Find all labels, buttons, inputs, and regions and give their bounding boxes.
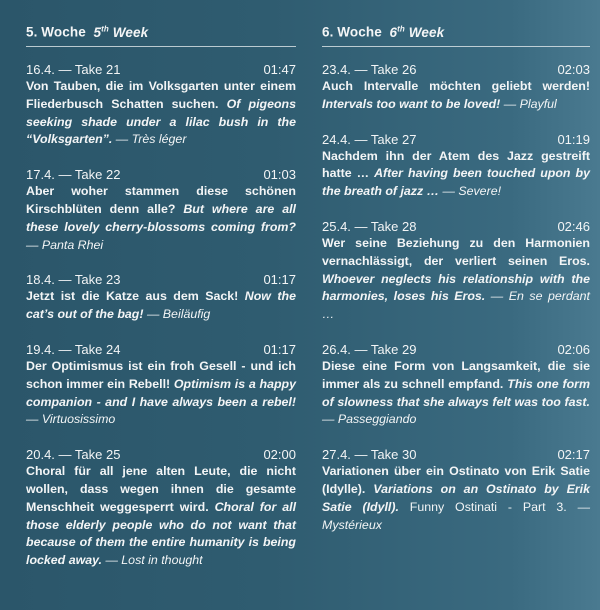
take-28-date: 25.4. — Take 28 [322,218,417,234]
take-21-tempo: — Très léger [115,132,187,147]
take-28-text [322,235,590,324]
take-27-header [322,131,590,148]
take-30-en: Variations on an Ostinato by Erik Satie (Idyll). [322,481,590,514]
week-6-title-en [390,25,445,40]
take-21-header [26,61,296,78]
take-27-entry [322,131,590,201]
take-23-text [26,288,296,324]
take-21-text [26,78,296,149]
take-25-text [26,463,296,570]
take-27-de: Nachdem ihn der Atem des Jazz gestreift hatte … [322,148,590,181]
take-23-de: Jetzt ist die Katze aus dem Sack! [26,289,239,304]
take-26-tempo: — Playful [503,96,557,111]
take-22-en: But where are all these lovely cherry-blossoms coming from? [26,201,296,234]
week-5-column [26,18,296,587]
week-6-title-de: 6. Woche [322,24,382,40]
week-5-word: Week [112,24,149,40]
take-30-subtitle: Funny Ostinati - Part 3. [409,499,567,514]
take-24-de: Der Optimismus ist ein froh Gesell - und ich schon immer ein Rebell! [26,358,296,391]
take-26-date: 23.4. — Take 26 [322,62,417,77]
take-22-tempo: — Panta Rhei [26,237,104,252]
take-21-en: Of pigeons seeking shade under a lilac bush in the “Volksgarten”. [26,96,296,147]
take-23-en: Now the cat’s out of the bag! [26,289,296,322]
take-27-en: After having been touched upon by the breath of jazz … [322,166,590,199]
take-30-tempo: — Mystérieux [322,499,590,532]
take-24-header [26,341,296,358]
take-22-text [26,183,296,254]
take-29-time: 02:06 [557,341,590,357]
take-24-date: 19.4. — Take 24 [26,341,121,357]
take-26-time: 02:03 [557,62,590,77]
week-5-num: 5 [93,24,102,40]
week-5-title-de: 5. Woche [26,24,86,40]
take-29-header [322,341,590,358]
take-29-tempo: — Passeggiando [322,412,417,427]
take-28-en: Whoever neglects his relationship with the harmonies, loses his Eros. [322,271,590,304]
take-29-text [322,358,590,429]
week-5-heading [26,18,296,40]
take-25-en: Choral for all those elderly people who do not want that because of them the entire humanity is being locked away. [26,499,297,568]
take-21-de: Von Tauben, die im Volksgarten unter einem Fliederbusch Schatten suchen. [26,79,296,111]
take-24-time: 01:17 [263,341,296,357]
take-22-de: Aber woher stammen diese schönen Kirschblüten denn alle? [26,184,296,216]
week-6-divider [322,46,590,47]
take-29-entry [322,341,590,429]
week-6-word: Week [408,24,445,40]
take-26-header [322,61,590,78]
take-30-entry [322,446,590,534]
week-6-num: 6 [389,24,398,40]
take-30-text [322,463,590,534]
take-23-time: 01:17 [263,272,296,288]
take-21-time: 01:47 [263,62,296,77]
take-25-entry [26,446,296,570]
take-22-time: 01:03 [263,167,296,183]
take-28-header [322,218,590,235]
week-6-heading [322,18,590,40]
take-30-date: 27.4. — Take 30 [322,447,417,463]
take-26-de: Auch Intervalle möchten geliebt werden! [322,79,590,93]
take-22-entry [26,166,296,254]
take-27-date: 24.4. — Take 27 [322,131,417,147]
take-27-tempo: — Severe! [442,184,502,199]
take-24-tempo: — Virtuosissimo [26,412,116,427]
take-25-time: 02:00 [263,447,296,463]
take-29-date: 26.4. — Take 29 [322,341,417,357]
take-23-tempo: — Beiläufig [146,307,211,322]
take-30-de: Variationen über ein Ostinato von Erik Satie (Idylle). [322,464,590,496]
take-23-entry [26,271,296,324]
take-28-de: Wer seine Beziehung zu den Harmonien vernachlässigt, der verliert seinen Eros. [322,235,590,268]
take-22-header [26,166,296,183]
take-30-time: 02:17 [557,447,590,463]
take-27-time: 01:19 [557,131,590,147]
week-6-sup: th [397,24,405,33]
week-5-divider [26,46,296,47]
take-21-date: 16.4. — Take 21 [26,62,121,77]
week-6-column [322,18,590,551]
take-25-tempo: — Lost in thought [105,553,203,568]
take-22-date: 17.4. — Take 22 [26,167,121,183]
take-25-date: 20.4. — Take 25 [26,447,121,463]
take-24-en: Optimism is a happy companion - and I have always been a rebel! [26,376,296,409]
take-28-tempo: — En se perdant … [322,289,590,322]
take-25-header [26,446,296,463]
take-27-text [322,148,590,201]
take-24-entry [26,341,296,429]
week-5-sup: th [101,24,109,33]
take-26-entry [322,61,590,114]
take-26-en: Intervals too want to be loved! [322,96,501,111]
take-23-date: 18.4. — Take 23 [26,272,121,288]
take-29-de: Diese eine Form von Langsamkeit, die sie immer als zu schnell empfand. [322,358,590,391]
take-25-de: Choral für all jene alten Leute, die nicht wollen, dass wegen ihnen die gesamte Menschheit weggesperrt wird. [26,464,296,514]
take-23-header [26,271,296,288]
take-28-entry [322,218,590,324]
take-30-header [322,446,590,463]
week-5-title-en [94,25,149,40]
take-24-text [26,358,296,429]
take-28-time: 02:46 [557,218,590,234]
take-26-text [322,78,590,114]
take-29-en: This one form of slowness that she always felt was too fast. [322,376,590,409]
take-21-entry [26,61,296,149]
